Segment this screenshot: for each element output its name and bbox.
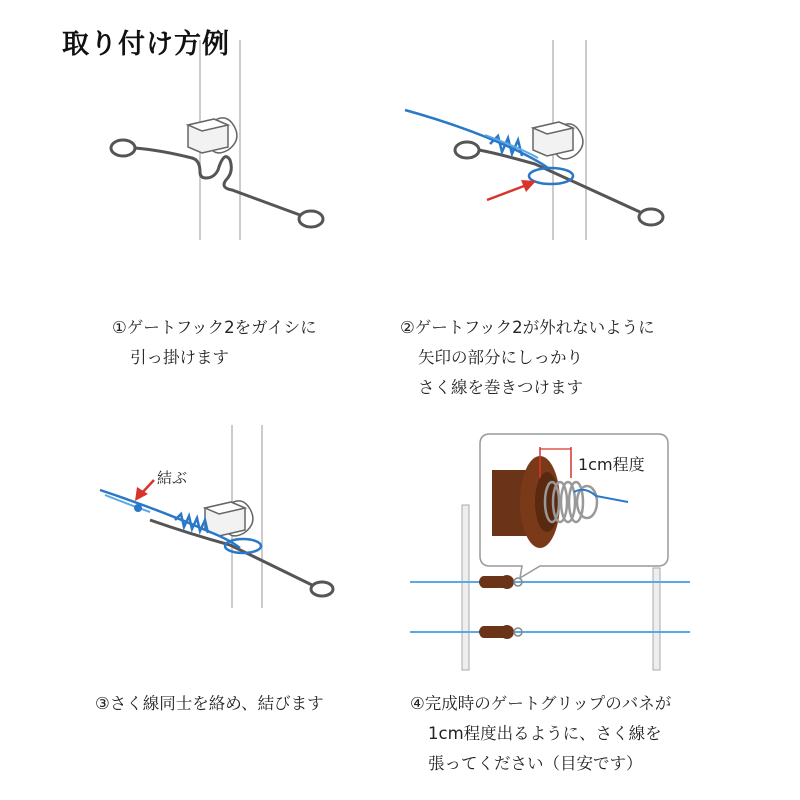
zoom-callout bbox=[480, 434, 668, 578]
step3-annotation: 結ぶ bbox=[157, 469, 188, 487]
step1-line2: 引っ掛けます bbox=[130, 348, 229, 367]
step4-line2: 1cm程度出るように、さく線を bbox=[428, 724, 662, 743]
step4-line3: 張ってください（目安です） bbox=[428, 754, 643, 773]
page-title: 取り付け方例 bbox=[62, 29, 230, 60]
step3-caption bbox=[95, 689, 324, 719]
step4-annotation: 1cm程度 bbox=[578, 455, 645, 474]
step1-line1: ゲートフック2をガイシに bbox=[126, 318, 317, 337]
step2-line3: さく線を巻きつけます bbox=[418, 378, 583, 397]
step2-line2: 矢印の部分にしっかり bbox=[418, 348, 583, 367]
step1-number: ① bbox=[112, 318, 127, 337]
step1-caption bbox=[112, 313, 317, 373]
step2-number: ② bbox=[400, 318, 415, 337]
step3-number: ③ bbox=[95, 694, 110, 713]
step4-number: ④ bbox=[410, 694, 425, 713]
step4-caption bbox=[410, 689, 671, 779]
step2-line1: ゲートフック2が外れないように bbox=[414, 318, 655, 337]
step2-caption bbox=[400, 313, 655, 403]
step3-line1: さく線同士を絡め、結びます bbox=[109, 694, 324, 713]
step4-line1: 完成時のゲートグリップのバネが bbox=[424, 694, 672, 713]
